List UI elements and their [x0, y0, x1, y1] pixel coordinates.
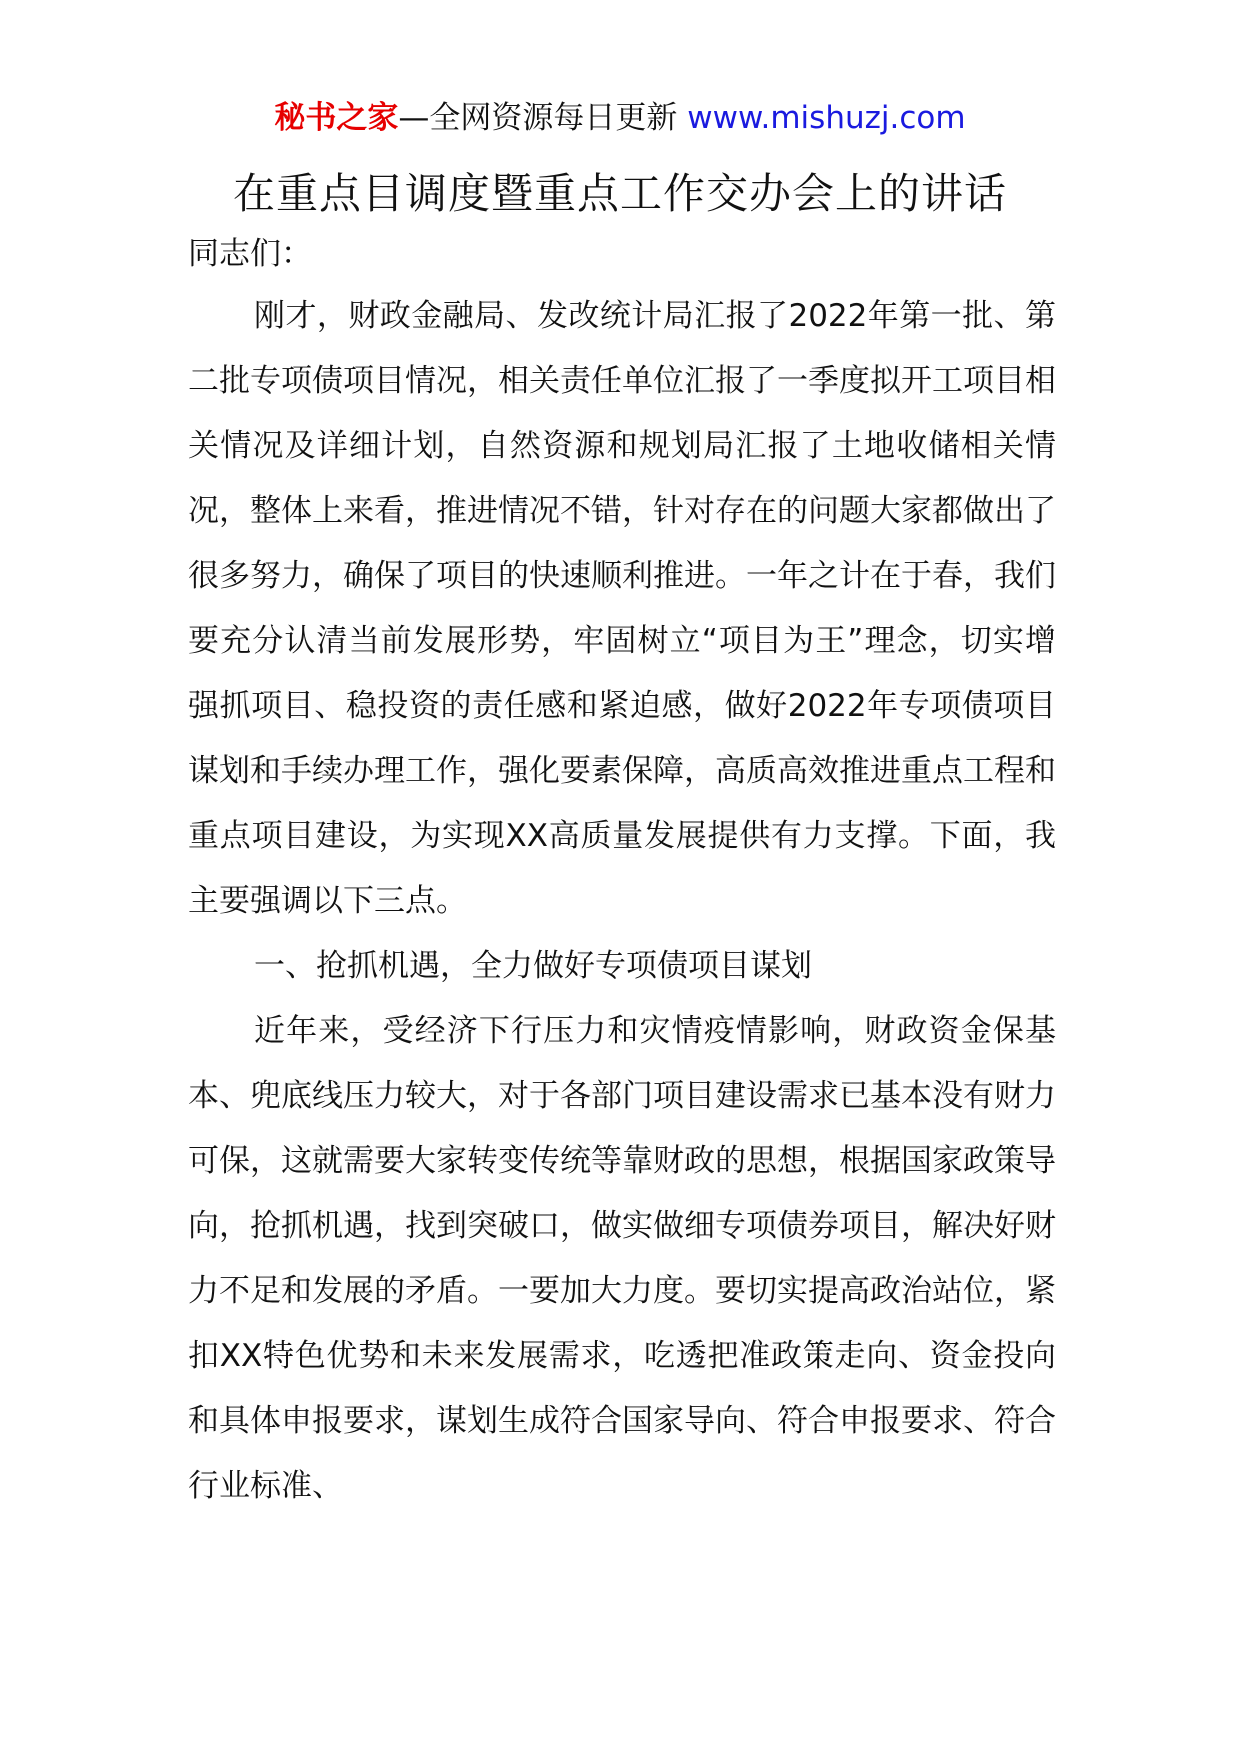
- document-title: 在重点目调度暨重点工作交办会上的讲话: [232, 169, 1007, 218]
- site-url-link[interactable]: www.mishuzj.com: [687, 100, 966, 136]
- header-slogan: —全网资源每日更新: [398, 100, 678, 136]
- brand-name: 秘书之家: [274, 100, 399, 136]
- paragraph-section-1: 近年来，受经济下行压力和灾情疫情影响，财政资金保基本、兜底线压力较大，对于各部门项目建设需求已基本没有财力可保，这就需要大家转变传统等靠财政的思想，根据国家政策导向，抢抓机遇，找到突破口，做实做细专项债券项目，解决好财力不足和发展的矛盾。一要加大力度。要切实提高政治站位，紧扣XX特色优势和未来发展需求，吃透把准政策走向、资金投向和具体申报要求，谋划生成符合国家导向、符合申报要求、符合行业标准、: [188, 1013, 1056, 1504]
- paragraph-intro: 刚才，财政金融局、发改统计局汇报了2022年第一批、第二批专项债项目情况，相关责任单位汇报了一季度拟开工项目相关情况及详细计划，自然资源和规划局汇报了土地收储相关情况，整体上来看，推进情况不错，针对存在的问题大家都做出了很多努力，确保了项目的快速顺利推进。一年之计在于春，我们要充分认清当前发展形势，牢固树立“项目为王”理念，切实增强抓项目、稳投资的责任感和紧迫感，做好2022年专项债项目谋划和手续办理工作，强化要素保障，高质高效推进重点工程和重点项目建设，为实现XX高质量发展提供有力支撑。下面，我主要强调以下三点。: [188, 298, 1056, 919]
- greeting-line: 同志们：: [188, 236, 312, 272]
- section-heading-1: 一、抢抓机遇，全力做好专项债项目谋划: [254, 948, 812, 984]
- site-header: [0, 98, 1240, 138]
- document-body: [188, 228, 1056, 1519]
